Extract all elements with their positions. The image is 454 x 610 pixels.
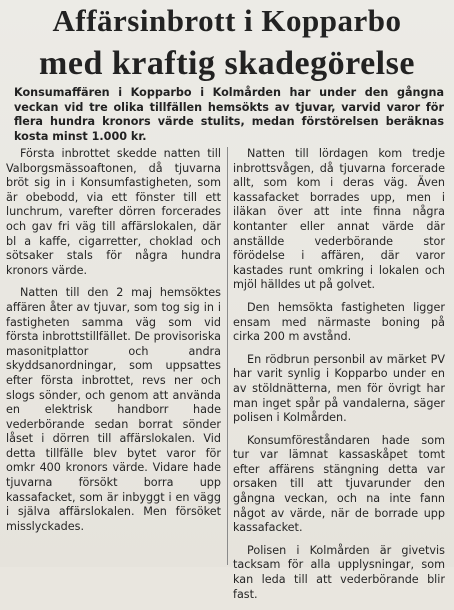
body-paragraph: Natten till lördagen kom tredje inbrottsvågen, då tjuvarna forcerade allt, som kom i deras väg. Även kassafacket borrades upp, men i iläkan över att inte finna några kontanter eller annat värde där anställde vederbörande stor förödelse i affären, där varor kastades runt omkring i lokalen och mjöl hälldes ut på golvet. [233,147,445,292]
headline-line-2: med kraftig skadegörelse [39,45,415,82]
body-paragraph: Första inbrottet skedde natten till Valborgsmässoaftonen, då tjuvarna bröt sig in i Konsumfastigheten, som är obebodd, via ett fönster till ett lunchrum, varefter dörren forcerades och gav fri väg till affärslokalen, där bl a kaffe, cigarretter, choklad och sötsaker stals för några hundra kronors värde. [6,147,221,277]
column-divider [227,147,228,565]
body-paragraph: Natten till den 2 maj hemsöktes affären åter av tjuvar, som tog sig in i fastigheten samma väg som vid första inbrottstillfället. De provisoriska masonitplattor och andra skyddsanordningar, som uppsattes efter första inbrottet, revs ner och slogs sönder, och genom att använda en elektrisk handborr hade vederbörande sedan borrat sönder låset i dörren till affärslokalen. Vid detta tillfälle blev bytet varor för omkr 400 kronors värde. Vidare hade tjuvarna försökt borra upp kassafacket, som är inbyggt i en vägg i själva affärslokalen. Men försöket misslyckades. [6,286,221,533]
body-paragraph: Konsumföreståndaren hade som tur var lämnat kassaskåpet tomt efter affärens stängning detta var orsaken till att tjuvarunder den gångna veckan, och na inte fann något av värde, när de borrade upp kassafacket. [233,433,445,535]
left-column [6,147,221,542]
body-paragraph: En rödbrun personbil av märket PV har varit synlig i Kopparbo under en av stöldnätterna, men för övrigt har man inget spår på vandalerna, säger polisen i Kolmården. [233,352,445,425]
right-column [233,147,445,610]
headline-line-1: Affärsinbrott i Kopparbo [52,3,402,38]
body-paragraph: Polisen i Kolmården är givetvis tacksam för alla upplysningar, som kan leda till att vederbörande blir fast. [233,543,445,601]
body-paragraph: Den hemsökta fastigheten ligger ensam med närmaste boning på cirka 200 m avstånd. [233,300,445,344]
lead-paragraph: Konsumaffären i Kopparbo i Kolmården har under den gångna veckan vid tre olika tillfällen hemsökts av tjuvar, varvid varor för flera hundra kronors värde stulits, medan förstörelsen beräknas kosta minst 1.000 kr. [14,86,444,143]
